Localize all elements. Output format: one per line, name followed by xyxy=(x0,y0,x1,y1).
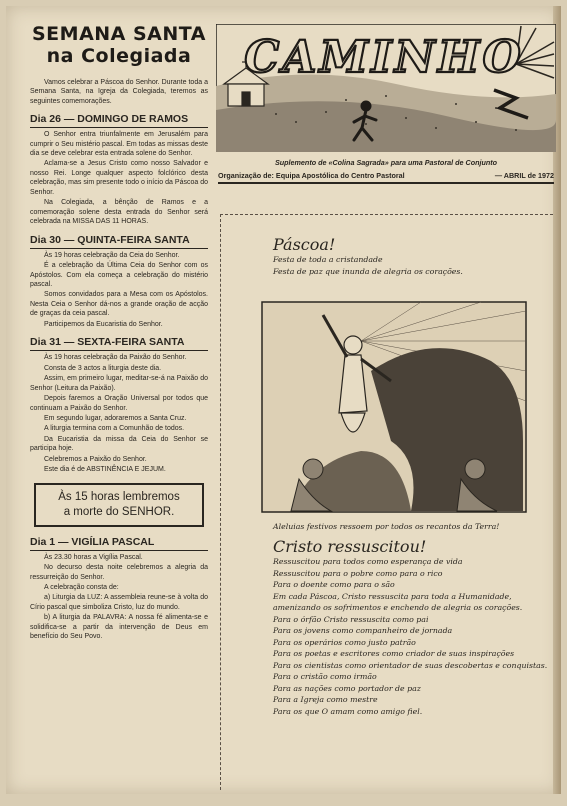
paragraph: O Senhor entra triunfalmente em Jerusalém para cumprir o Seu mistério pascal. Em todas as missas deste dia se deve celebrar esta entrada solene do Senhor. xyxy=(30,131,208,158)
paragraph: Participemos da Eucaristia do Senhor. xyxy=(44,320,163,328)
notice-line2: a morte do SENHOR. xyxy=(63,505,175,518)
article-line: Festa de paz que inunda de alegria os corações. xyxy=(273,266,463,276)
organization-text: Organização de: Equipa Apostólica do Centro Pastoral xyxy=(218,171,405,180)
paragraph: Depois faremos a Oração Universal por todos que continuam a Paixão do Senhor. xyxy=(30,395,208,412)
resurrection-illustration xyxy=(261,301,527,513)
article-body xyxy=(273,521,561,533)
column-title-line2: na Colegiada xyxy=(46,44,192,67)
masthead-subtitle: Suplemento de «Colina Sagrada» para uma Pastoral de Conjunto xyxy=(274,158,498,167)
paragraph: Às 23.30 horas a Vigília Pascal. xyxy=(44,553,143,561)
column-intro: Vamos celebrar a Páscoa do Senhor. Durante toda a Semana Santa, na Igreja da Colegiada, teremos as seguintes comemorações. xyxy=(30,78,208,105)
section-heading-dia31: Dia 31 — SEXTA-FEIRA SANTA xyxy=(30,335,208,351)
article-line: Para os jovens como companheiro de jornada xyxy=(273,626,453,636)
left-column xyxy=(30,24,208,643)
paragraph: A liturgia termina com a Comunhão de todos. xyxy=(44,425,185,433)
article-header xyxy=(273,235,548,277)
paragraph: Somos convidados para a Mesa com os Apóstolos. Nesta Ceia o Senhor dá-nos a grande oração de acção de graças da ceia pascal. xyxy=(30,291,208,318)
paragraph: Em segundo lugar, adoraremos a Santa Cruz. xyxy=(44,415,187,423)
paragraph: Às 19 horas celebração da Ceia do Senhor. xyxy=(44,251,180,259)
article-section xyxy=(273,537,548,717)
masthead-artwork xyxy=(216,24,556,152)
section-heading-dia26: Dia 26 — DOMINGO DE RAMOS xyxy=(30,112,208,128)
illustration-caption: Aleluias festivos ressoem por todos os recantos da Terra! xyxy=(273,522,500,531)
masthead-organization xyxy=(218,171,554,184)
paragraph: Consta de 3 actos a liturgia deste dia. xyxy=(44,364,162,372)
article-line: Ressuscitou para o pobre como para o rico xyxy=(273,568,443,578)
article-line: Para a Igreja como mestre xyxy=(273,695,378,705)
paragraph: Às 19 horas celebração da Paixão do Senhor. xyxy=(44,354,187,362)
article-line: Para as nações como portador de paz xyxy=(273,683,421,693)
paragraph: Da Eucaristia da missa da Ceia do Senhor se participa hoje. xyxy=(30,435,208,453)
paragraph: a) Liturgia da LUZ: A assembleia reune-se à volta do Círio pascal que simboliza Cristo, luz do mundo. xyxy=(30,594,208,611)
paragraph: b) A liturgia da PALAVRA: A nossa fé alimenta-se e solidifica-se a partir da intervenção de Deus em benefício do Seu Povo. xyxy=(30,614,208,641)
article-line: Para o doente como para o são xyxy=(273,580,395,590)
paragraph: Celebremos a Paixão do Senhor. xyxy=(44,455,147,463)
masthead-title: CAMINHO xyxy=(244,32,524,83)
article-line: Festa de toda a cristandade xyxy=(273,255,383,264)
notice-line1: Às 15 horas lembremos xyxy=(58,490,180,503)
paragraph: Aclama-se a Jesus Cristo como nosso Salvador e nosso Rei. Longe qualquer aspecto folclórico desta celebração, mas sim presente todo o início da Páscoa do Senhor. xyxy=(30,160,208,196)
article-line: Em cada Páscoa, Cristo ressuscita para toda a Humanidade, amenizando os sofrimentos e enchendo de alegria os corações. xyxy=(273,591,523,613)
section-heading-dia1: Dia 1 — VIGÍLIA PASCAL xyxy=(30,535,208,551)
paragraph: Este dia é de ABSTINÊNCIA E JEJUM. xyxy=(44,466,166,474)
article-heading-cristo: Cristo ressuscitou! xyxy=(273,537,427,556)
article-heading-pascoa: Páscoa! xyxy=(273,235,336,254)
article-line: Para o órfão Cristo ressuscita como pai xyxy=(273,614,429,624)
boxed-notice xyxy=(34,483,204,527)
paragraph: A celebração consta de: xyxy=(44,584,119,591)
easter-article xyxy=(220,214,553,790)
section-heading-dia30: Dia 30 — QUINTA-FEIRA SANTA xyxy=(30,233,208,249)
paragraph: Assim, em primeiro lugar, meditar-se-á na Paixão do Senhor (Leitura da Paixão). xyxy=(30,375,208,392)
article-line: Para os cientistas como orientador de suas descobertas e conquistas. xyxy=(273,660,548,670)
newspaper-page xyxy=(6,6,561,794)
masthead xyxy=(216,24,556,152)
paragraph: Na Colegiada, a bênção de Ramos e a comemoração solene desta entrada do Senhor será celebrada na MISSA DAS 11 HORAS. xyxy=(30,199,208,226)
article-line: Ressuscitou para todos como esperança de vida xyxy=(273,557,463,566)
issue-date: — ABRIL de 1972 xyxy=(494,171,554,180)
paragraph: No decurso desta noite celebremos a alegria da ressurreição do Senhor. xyxy=(30,564,208,581)
article-line: Para o cristão como irmão xyxy=(273,672,377,682)
paragraph: É a celebração da Última Ceia do Senhor com os Apóstolos. Com ela começa a celebração do mistério pascal. xyxy=(30,262,208,289)
article-line: Para os poetas e escritores como criador de suas inspirações xyxy=(273,649,515,659)
column-title-line1: SEMANA SANTA xyxy=(32,23,206,45)
article-line: Para os operários como justo patrão xyxy=(273,637,416,647)
article-line: Para os que O amam como amigo fiel. xyxy=(273,706,423,716)
